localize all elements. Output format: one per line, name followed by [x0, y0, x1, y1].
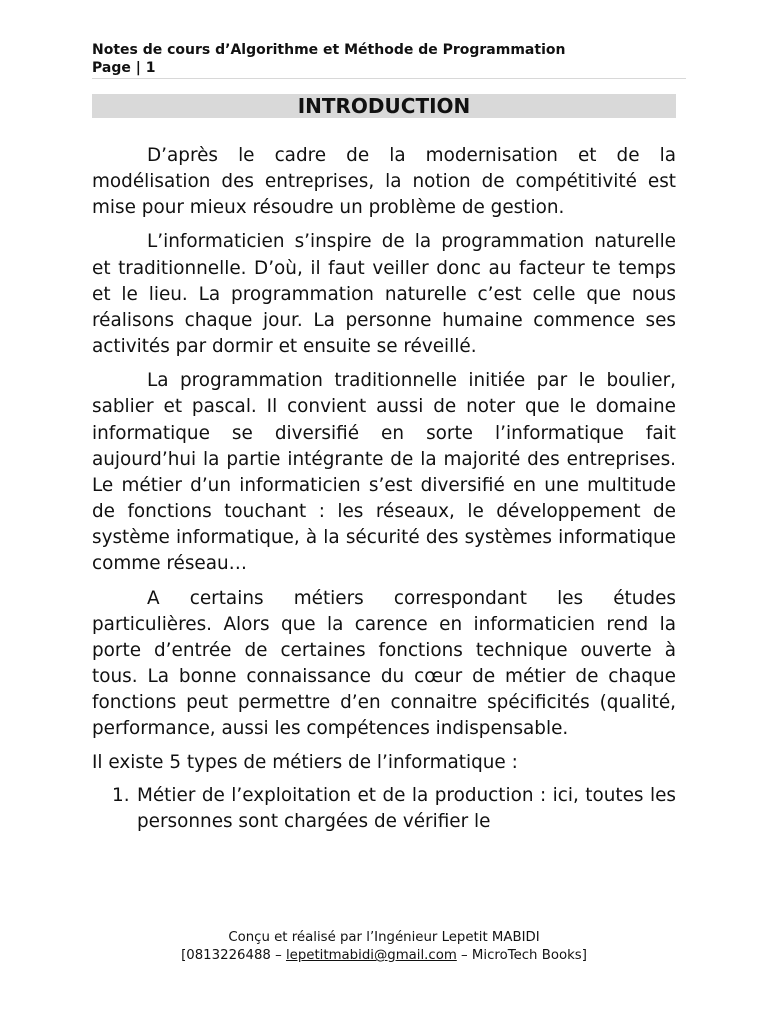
list-item-number: 1. [112, 784, 130, 806]
paragraph-3: La programmation traditionnelle initiée par le boulier, sablier et pascal. Il convient aussi de noter que le domaine informatique se diversifié en sorte l’informatique fait aujourd’hui la partie intégrante de la majorité des entreprises. Le métier d’un informaticien s’est diversifié en une multitude de fonctions touchant : les réseaux, le développement de système informatique, à la sécurité des systèmes informatique comme réseau… [92, 370, 676, 575]
footer-phone: [0813226488 – [181, 948, 286, 963]
job-types-list [92, 783, 676, 835]
footer-email-link[interactable]: lepetitmabidi@gmail.com [285, 948, 457, 963]
page-footer [92, 929, 676, 965]
header-divider [92, 78, 686, 79]
page-number: Page | 1 [92, 60, 156, 76]
footer-publisher: – MicroTech Books] [456, 948, 587, 963]
document-title: Notes de cours d’Algorithme et Méthode de Programmation [92, 42, 566, 58]
page-header [92, 41, 686, 77]
paragraph-1: D’après le cadre de la modernisation et de la modélisation des entreprises, la notion de compétitivité est mise pour mieux résoudre un problème de gestion. [92, 145, 676, 219]
footer-credit: Conçu et réalisé par l’Ingénieur Lepetit MABIDI [228, 930, 540, 945]
list-item [92, 783, 676, 835]
paragraph-4: A certains métiers correspondant les études particulières. Alors que la carence en informaticien rend la porte d’entrée de certaines fonctions technique ouverte à tous. La bonne connaissance du cœur de métier de chaque fonctions peut permettre d’en connaitre spécificités (qualité, performance, aussi les compétences indispensable. [92, 587, 676, 740]
section-heading: INTRODUCTION [92, 94, 676, 118]
paragraph-2: L’informaticien s’inspire de la programmation naturelle et traditionnelle. D’où, il faut veiller donc au facteur te temps et le lieu. La programmation naturelle c’est celle que nous réalisons chaque jour. La personne humaine commence ses activités par dormir et ensuite se réveillé. [92, 231, 676, 358]
footer-contact [92, 947, 676, 965]
list-item-text: Métier de l’exploitation et de la production : ici, toutes les personnes sont chargées de vérifier le [137, 784, 676, 832]
list-intro: Il existe 5 types de métiers de l’informatique : [92, 752, 518, 774]
document-body [92, 143, 676, 835]
